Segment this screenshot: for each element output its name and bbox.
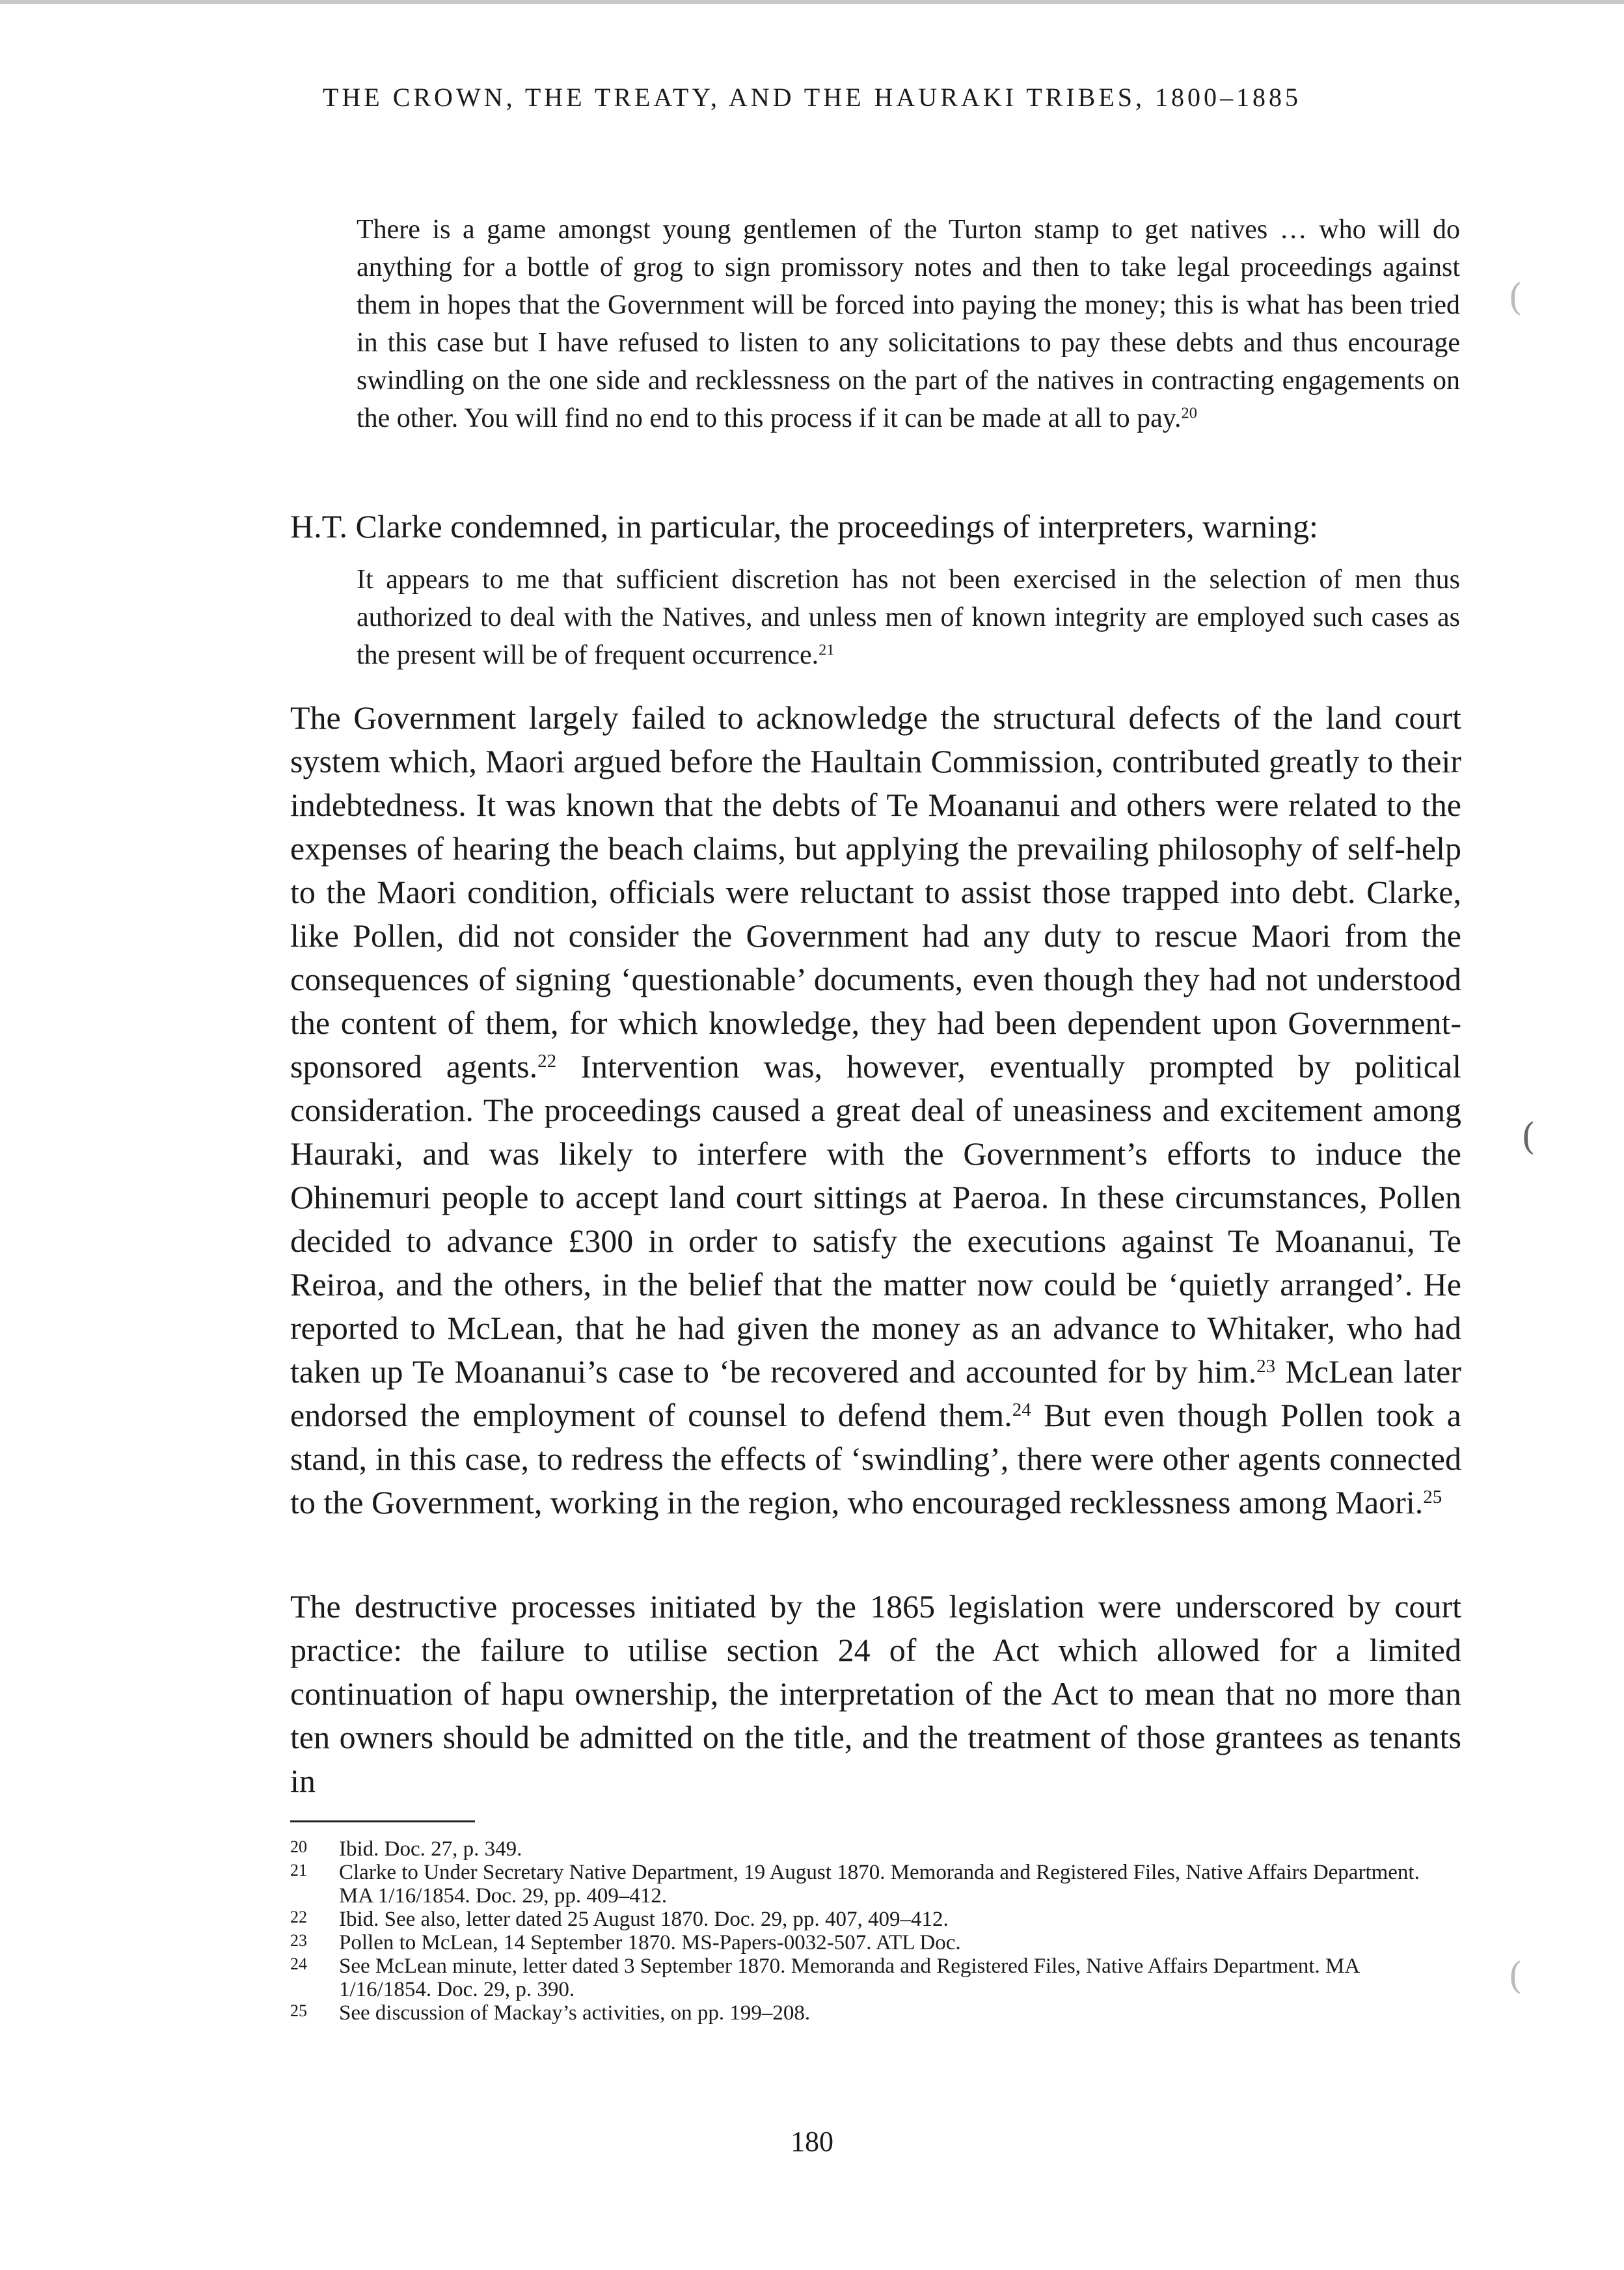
footnote-ref-20[interactable]: 20: [1181, 404, 1197, 422]
footnote-ref-23[interactable]: 23: [1256, 1356, 1276, 1377]
footnote-number: 25: [290, 2001, 307, 2020]
scan-artifact-mark: (: [1508, 277, 1522, 319]
scan-edge-line: [0, 0, 1624, 4]
body-paragraph-1: [290, 696, 1461, 1524]
scan-artifact-mark: (: [1508, 1955, 1522, 1997]
intro-sentence: H.T. Clarke condemned, in particular, the proceedings of interpreters, warning:: [290, 508, 1318, 545]
footnote-text: Ibid. Doc. 27, p. 349.: [339, 1837, 522, 1861]
footnote-number: 24: [290, 1954, 307, 1973]
footnote-number: 20: [290, 1837, 307, 1856]
footnote-ref-24[interactable]: 24: [1012, 1399, 1031, 1421]
paragraph-text: But even though Pollen took a stand, in this case, to redress the effects of ‘swindling’, there were other agents connected to the Government, working in the region, who encouraged recklessness among Maori.: [290, 1397, 1461, 1520]
footnote-number: 22: [290, 1908, 307, 1926]
footnote-text: Pollen to McLean, 14 September 1870. MS-Papers-0032-507. ATL Doc.: [339, 1931, 961, 1954]
block-quote-1-text: There is a game amongst young gentlemen of the Turton stamp to get natives … who will do anything for a bottle of grog to sign promissory notes and then to take legal proceedings against them in hopes that the Government will be forced into paying the money; this is what has been tried in this case but I have refused to listen to any solicitations to pay these debts and thus encourage swindling on the one side and recklessness on the part of the natives in contracting engagements on the other. You will find no end to this process if it can be made at all to pay.: [357, 215, 1460, 433]
footnotes: [290, 1837, 1435, 2025]
footnote-text: Clarke to Under Secretary Native Department, 19 August 1870. Memoranda and Registered Files, Native Affairs Department. MA 1/16/1854. Doc. 29, pp. 409–412.: [339, 1861, 1420, 1908]
block-quote-1: [357, 211, 1460, 437]
footnote-separator: [290, 1820, 475, 1822]
footnote-item: [290, 1908, 1435, 1931]
page-number: 180: [791, 2126, 833, 2157]
footnote-text: See McLean minute, letter dated 3 September 1870. Memoranda and Registered Files, Native Affairs Department. MA 1/16/1854. Doc. 29, p. 390.: [339, 1954, 1359, 2001]
footnote-number: 21: [290, 1861, 307, 1880]
running-head: THE CROWN, THE TREATY, AND THE HAURAKI TRIBES, 1800–1885: [322, 83, 1302, 112]
block-quote-2-text: It appears to me that sufficient discretion has not been exercised in the selection of men thus authorized to deal with the Natives, and unless men of known integrity are employed such cases as the present will be of frequent occurrence.: [357, 565, 1460, 670]
block-quote-2: [357, 561, 1460, 674]
footnote-ref-22[interactable]: 22: [537, 1051, 557, 1072]
footnote-item: [290, 1837, 1435, 1861]
footnote-text: See discussion of Mackay’s activities, on pp. 199–208.: [339, 2001, 811, 2025]
paragraph-text: McLean later endorsed the employment of counsel to defend them.: [290, 1353, 1461, 1433]
paragraph-text: Intervention was, however, eventually prompted by political consideration. The proceedings caused a great deal of uneasiness and excitement among Hauraki, and was likely to interfere with the Government’s efforts to induce the Ohinemuri people to accept land court sittings at Paeroa. In these circumstances, Pollen decided to advance £300 in order to satisfy the executions against Te Moananui, Te Reiroa, and the others, in the belief that the matter now could be ‘quietly arranged’. He reported to McLean, that he had given the money as an advance to Whitaker, who had taken up Te Moananui’s case to ‘be recovered and accounted for by him.: [290, 1048, 1461, 1390]
footnote-number: 23: [290, 1931, 307, 1950]
scan-artifact-mark: (: [1521, 1116, 1536, 1158]
footnote-ref-21[interactable]: 21: [819, 641, 835, 659]
footnote-item: [290, 1931, 1435, 1954]
footnote-item: [290, 2001, 1435, 2025]
footnote-text: Ibid. See also, letter dated 25 August 1870. Doc. 29, pp. 407, 409–412.: [339, 1908, 949, 1931]
paragraph-text: The Government largely failed to acknowledge the structural defects of the land court system which, Maori argued before the Haultain Commission, contributed greatly to their indebtedness. It was known that the debts of Te Moananui and others were related to the expenses of hearing the beach claims, but applying the prevailing philosophy of self-help to the Maori condition, officials were reluctant to assist those trapped into debt. Clarke, like Pollen, did not consider the Government had any duty to rescue Maori from the consequences of signing ‘questionable’ documents, even though they had not understood the content of them, for which knowledge, they had been dependent upon Government-sponsored agents.: [290, 699, 1461, 1085]
footnote-item: [290, 1954, 1435, 2001]
footnote-ref-25[interactable]: 25: [1423, 1487, 1442, 1508]
body-paragraph-2: The destructive processes initiated by the 1865 legislation were underscored by court practice: the failure to utilise section 24 of the Act which allowed for a limited continuation of hapu ownership, the interpretation of the Act to mean that no more than ten owners should be admitted on the title, and the treatment of those grantees as tenants in: [290, 1588, 1461, 1799]
footnote-item: [290, 1861, 1435, 1908]
